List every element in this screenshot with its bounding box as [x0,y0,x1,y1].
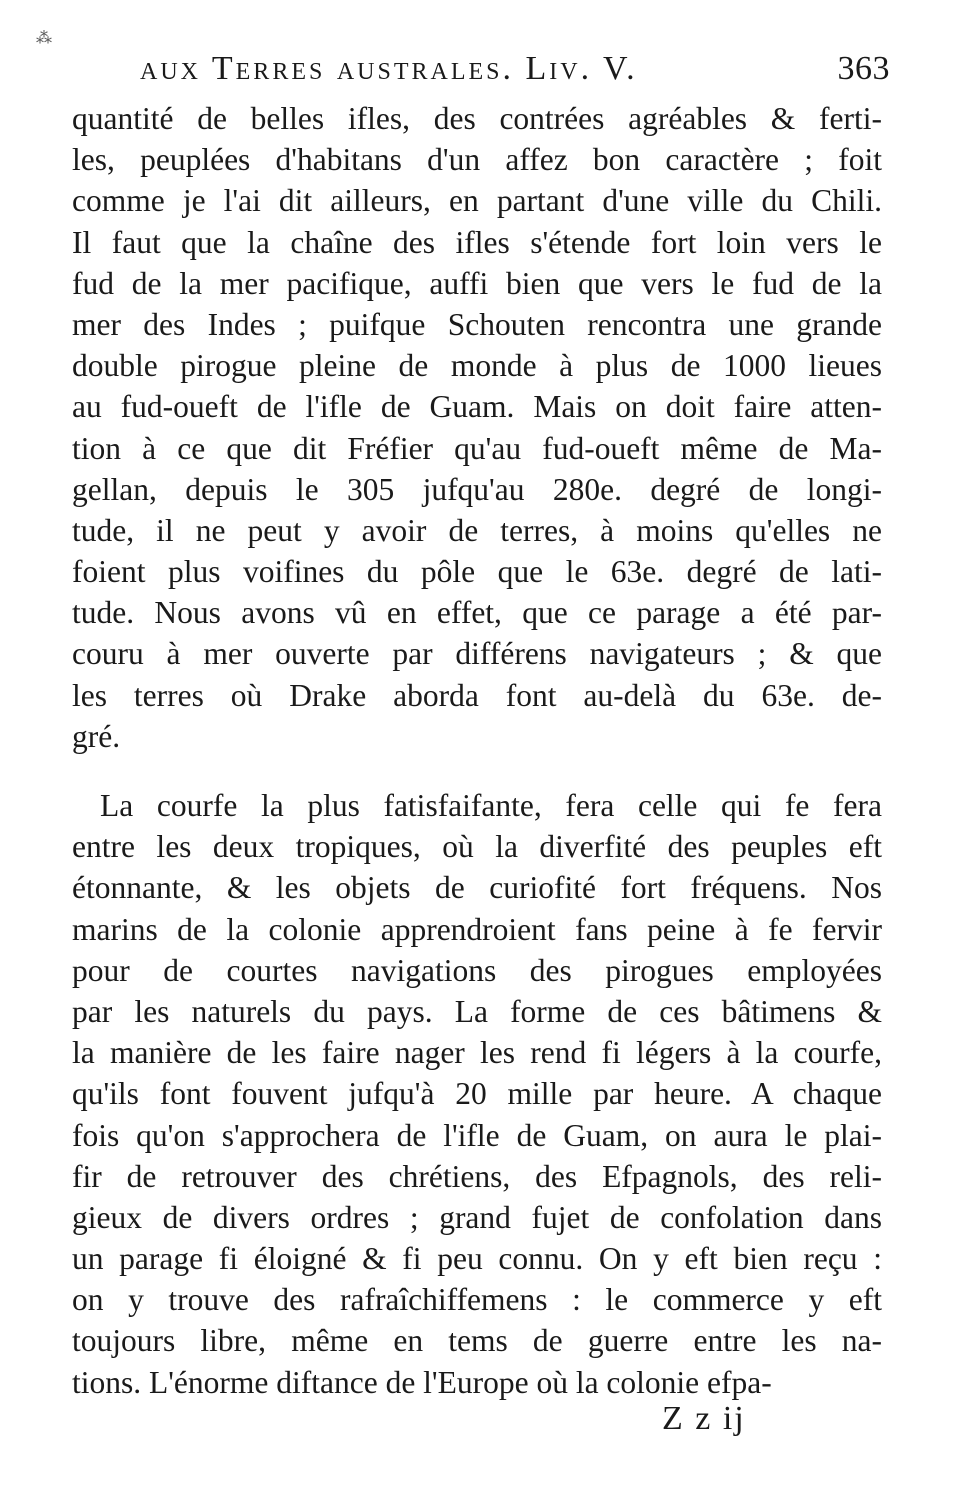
text-line: foient plus voifines du pôle que le 63e. degré de lati- [72,554,882,590]
text-line: fir de retrouver des chrétiens, des Efpagnols, des reli- [72,1158,882,1194]
text-line: mer des Indes ; puifque Schouten rencontra une grande [72,306,882,342]
text-line: Il faut que la chaîne des ifles s'étende fort loin vers le [72,224,882,260]
text-line: pour de courtes navigations des pirogues employées [72,952,882,988]
text-line: quantité de belles ifles, des contrées agréables & ferti- [72,101,882,136]
signature-mark: Z z ij [662,1400,746,1437]
text-line: on y trouve des rafraîchiffemens : le commerce y eft [72,1282,882,1318]
text-line: La courfe la plus fatisfaifante, fera celle qui fe fera [100,788,882,823]
text-line: au fud-oueft de l'ifle de Guam. Mais on doit faire atten- [72,389,882,425]
text-line: comme je l'ai dit ailleurs, en partant d'une ville du Chili. [72,183,882,219]
paragraph-1 [72,98,882,757]
text-line: les, peuplées d'habitans d'un affez bon caractère ; foit [72,142,882,178]
text-line: par les naturels du pays. La forme de ces bâtimens & [72,993,882,1029]
text-line: tude, il ne peut y avoir de terres, à moins qu'elles ne [72,512,882,548]
text-line: gré. [72,718,121,754]
text-line: fud de la mer pacifique, auffi bien que vers le fud de la [72,265,882,301]
text-line: tions. L'énorme diftance de l'Europe où la colonie efpa- [72,1364,772,1400]
text-line: tude. Nous avons vû en effet, que ce parage a été par- [72,595,882,631]
paragraph-2 [72,785,882,1403]
text-line: la manière de les faire nager les rend fi légers à la courfe, [72,1035,882,1071]
running-title: aux Terres australes. Liv. V. [140,50,638,87]
text-line: tion à ce que dit Fréfier qu'au fud-oueft même de Ma- [72,430,882,466]
text-line: les terres où Drake aborda font au-delà du 63e. de- [72,677,882,713]
text-line: toujours libre, même en tems de guerre entre les na- [72,1323,882,1359]
text-line: gieux de divers ordres ; grand fujet de confolation dans [72,1199,882,1235]
text-line: étonnante, & les objets de curiofité fort fréquens. Nos [72,870,882,906]
text-line: entre les deux tropiques, où la diverfité des peuples eft [72,829,882,865]
body-text [72,98,882,1403]
running-head [140,50,890,100]
text-line: gellan, depuis le 305 jufqu'au 280e. degré de longi- [72,471,882,507]
paragraph-gap [72,757,882,785]
text-line: un parage fi éloigné & fi peu connu. On y eft bien reçu : [72,1241,882,1277]
text-line: marins de la colonie apprendroient fans peine à fe fervir [72,911,882,947]
corner-mark: ⁂ [36,30,52,47]
text-line: couru à mer ouverte par différens navigateurs ; & que [72,636,882,672]
text-line: double pirogue pleine de monde à plus de 1000 lieues [72,348,882,384]
page-number: 363 [837,50,890,87]
text-line: fois qu'on s'approchera de l'ifle de Guam, on aura le plai- [72,1117,882,1153]
text-line: qu'ils font fouvent jufqu'à 20 mille par heure. A chaque [72,1076,882,1112]
